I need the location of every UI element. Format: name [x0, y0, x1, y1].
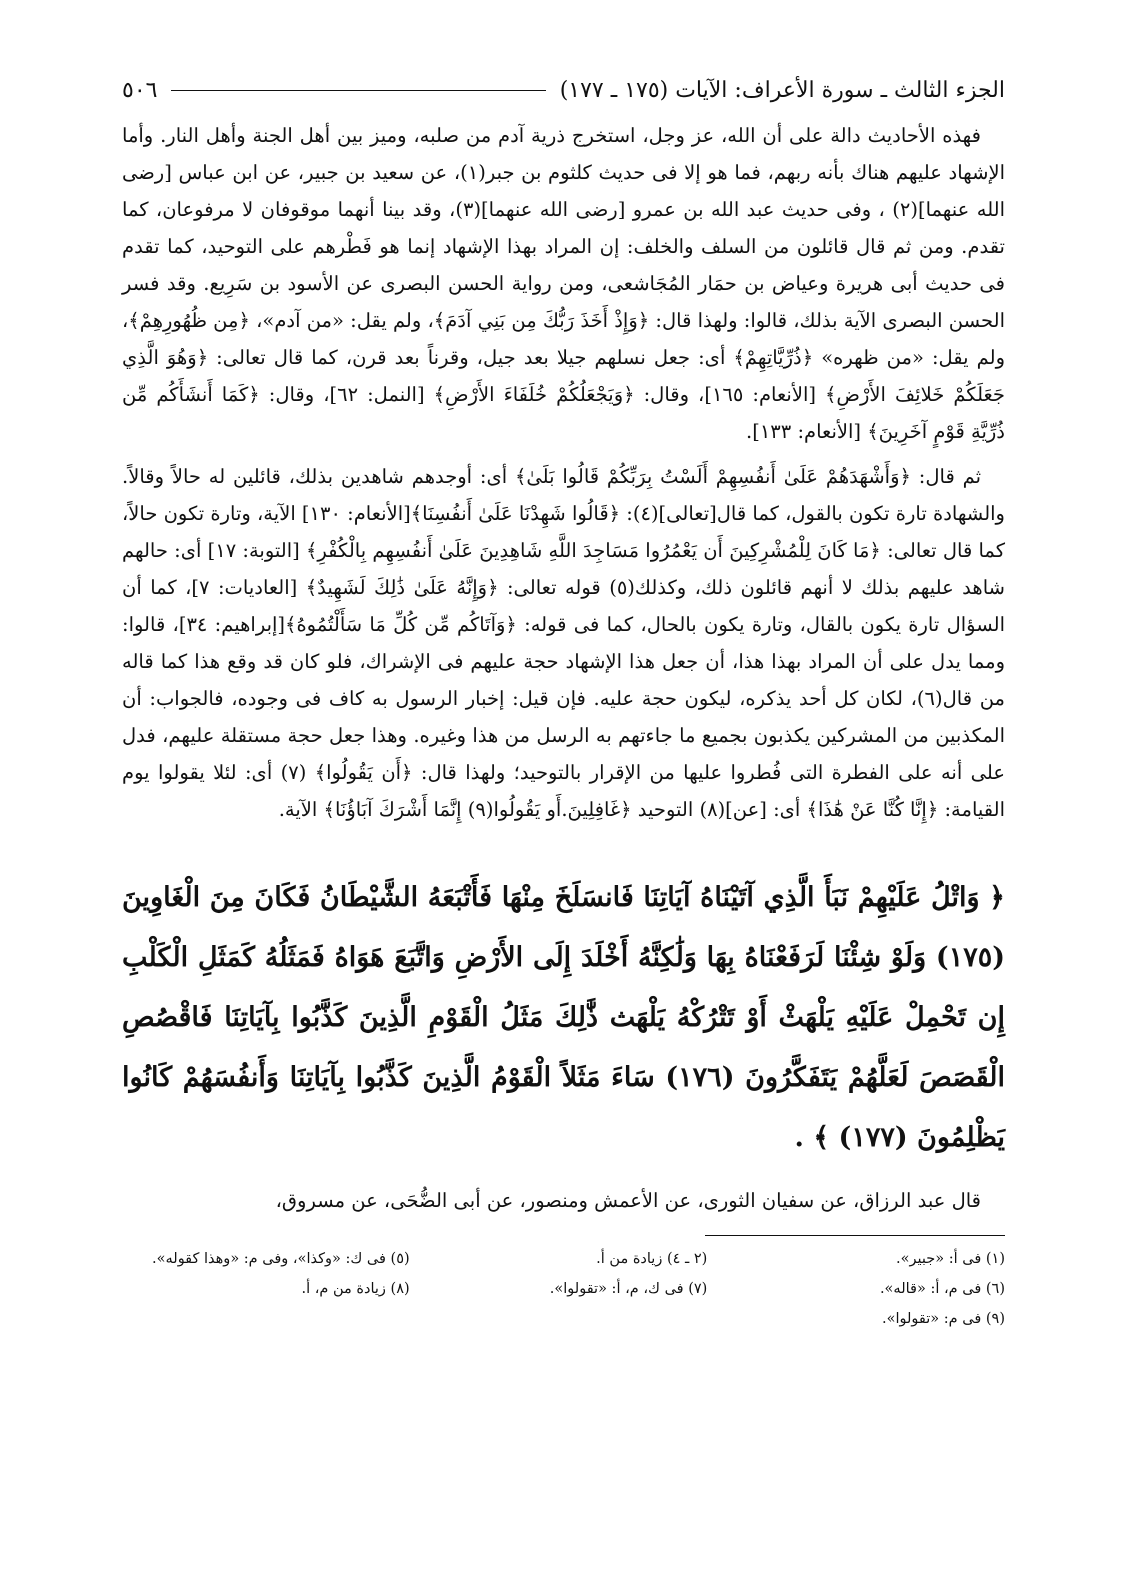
- paragraph-2: ثم قال: ﴿وَأَشْهَدَهُمْ عَلَىٰ أَنفُسِهِمْ أَلَسْتُ بِرَبِّكُمْ قَالُوا بَلَىٰ﴾ أى: أوجدهم شاهدين بذلك، قائلين له حالاً وقالاً. والشهادة تارة تكون بالقول، كما قال[تعالى](٤): ﴿قَالُوا شَهِدْنَا عَلَىٰ أَنفُسِنَا﴾[الأنعام: ١٣٠] الآية، وتارة تكون حالاً، كما قال تعالى: ﴿مَا كَانَ لِلْمُشْرِكِينَ أَن يَعْمُرُوا مَسَاجِدَ اللَّهِ شَاهِدِينَ عَلَىٰ أَنفُسِهِم بِالْكُفْرِ﴾ [التوبة: ١٧] أى: حالهم شاهد عليهم بذلك لا أنهم قائلون ذلك، وكذلك(٥) قوله تعالى: ﴿وَإِنَّهُ عَلَىٰ ذَٰلِكَ لَشَهِيدٌ﴾ [العاديات: ٧]، كما أن السؤال تارة يكون بالقال، وتارة يكون بالحال، كما فى قوله: ﴿وَآتَاكُم مِّن كُلِّ مَا سَأَلْتُمُوهُ﴾[إبراهيم: ٣٤]، قالوا: ومما يدل على أن المراد بهذا هذا، أن جعل هذا الإشهاد حجة عليهم فى الإشراك، فلو كان قد وقع هذا كما قاله من قال(٦)، لكان كل أحد يذكره، ليكون حجة عليه. فإن قيل: إخبار الرسول به كاف فى وجوده، فالجواب: أن المكذبين من المشركين يكذبون بجميع ما جاءتهم به الرسل من هذا وغيره. وهذا جعل حجة مستقلة عليهم، فدل على أنه على الفطرة التى فُطروا عليها من الإقرار بالتوحيد؛ ولهذا قال: ﴿أَن يَقُولُوا﴾ (٧) أى: لئلا يقولوا يوم القيامة: ﴿إِنَّا كُنَّا عَنْ هَٰذَا﴾ أى: [عن](٨) التوحيد ﴿غَافِلِينَ.أَو يَقُولُوا(٩) إِنَّمَا أَشْرَكَ آبَاؤُنَا﴾ الآية.: [122, 465, 1005, 821]
- paragraph-after-verse: قال عبد الرزاق، عن سفيان الثورى، عن الأعمش ومنصور، عن أبى الضُّحَى، عن مسروق،: [275, 1189, 981, 1212]
- footnote-8: (٨) زيادة من م، أ.: [301, 1281, 410, 1297]
- paragraph-1: فهذه الأحاديث دالة على أن الله، عز وجل، استخرج ذرية آدم من صلبه، وميز بين أهل الجنة وأهل النار. وأما الإشهاد عليهم هناك بأنه ربهم، فما هو إلا فى حديث كلثوم بن جبر(١)، عن سعيد بن جبير، عن ابن عباس [رضى الله عنهما](٢) ، وفى حديث عبد الله بن عمرو [رضى الله عنهما](٣)، وقد بينا أنهما موقوفان لا مرفوعان، كما تقدم. ومن ثم قال قائلون من السلف والخلف: إن المراد بهذا الإشهاد إنما هو فَطْرهم على التوحيد، كما تقدم فى حديث أبى هريرة وعياض بن حمَار المُجَاشعى، ومن رواية الحسن البصرى عن الأسود بن سَرِيع. وقد فسر الحسن البصرى الآية بذلك، قالوا: ولهذا قال: ﴿وَإِذْ أَخَذَ رَبُّكَ مِن بَنِي آدَمَ﴾، ولم يقل: «من آدم»، ﴿مِن ظُهُورِهِمْ﴾، ولم يقل: «من ظهره» ﴿ذُرِّيَّاتِهِمْ﴾ أى: جعل نسلهم جيلا بعد جيل، وقرناً بعد قرن، كما قال تعالى: ﴿وَهُوَ الَّذِي جَعَلَكُمْ خَلائِفَ الأَرْضِ﴾ [الأنعام: ١٦٥]، وقال: ﴿وَيَجْعَلُكُمْ خُلَفَاءَ الأَرْضِ﴾ [النمل: ٦٢]، وقال: ﴿كَمَا أَنشَأَكُم مِّن ذُرِّيَّةِ قَوْمٍ آخَرِينَ﴾ [الأنعام: ١٣٣].: [122, 124, 1006, 443]
- footnote-6: (٦) فى م، أ: «قاله».: [879, 1281, 1005, 1297]
- footnote-separator: [705, 1235, 1005, 1236]
- footnote-9: (٩) فى م: «تقولوا».: [882, 1311, 1005, 1327]
- footnote-5: (٥) فى ك: «وكذا»، وفى م: «وهذا كقوله».: [152, 1251, 410, 1267]
- header-title: الجزء الثالث ـ سورة الأعراف: الآيات (١٧٥ ـ ١٧٧): [559, 78, 1005, 103]
- running-header: [122, 78, 1005, 103]
- page-number: ٥٠٦: [122, 78, 158, 103]
- footnote-1: (١) فى أ: «جبير».: [896, 1251, 1005, 1267]
- commentary-body: [122, 117, 1005, 828]
- footnote-2-4: (٢ ـ ٤) زيادة من أ.: [596, 1251, 708, 1267]
- header-rule: [171, 90, 545, 91]
- footnote-7: (٧) فى ك، م، أ: «تقولوا».: [549, 1281, 708, 1297]
- quran-verse-block: ﴿ وَاتْلُ عَلَيْهِمْ نَبَأَ الَّذِي آتَيْنَاهُ آيَاتِنَا فَانسَلَخَ مِنْهَا فَأَتْبَعَهُ الشَّيْطَانُ فَكَانَ مِنَ الْغَاوِينَ (١٧٥) وَلَوْ شِئْنَا لَرَفَعْنَاهُ بِهَا وَلَٰكِنَّهُ أَخْلَدَ إِلَى الأَرْضِ وَاتَّبَعَ هَوَاهُ فَمَثَلُهُ كَمَثَلِ الْكَلْبِ إِن تَحْمِلْ عَلَيْهِ يَلْهَثْ أَوْ تَتْرُكْهُ يَلْهَث ذَّٰلِكَ مَثَلُ الْقَوْمِ الَّذِينَ كَذَّبُوا بِآيَاتِنَا فَاقْصُصِ الْقَصَصَ لَعَلَّهُمْ يَتَفَكَّرُونَ (١٧٦) سَاءَ مَثَلاً الْقَوْمُ الَّذِينَ كَذَّبُوا بِآيَاتِنَا وَأَنفُسَهُمْ كَانُوا يَظْلِمُونَ (١٧٧) ﴾ .: [122, 882, 1005, 1153]
- footnotes: [122, 1244, 1005, 1334]
